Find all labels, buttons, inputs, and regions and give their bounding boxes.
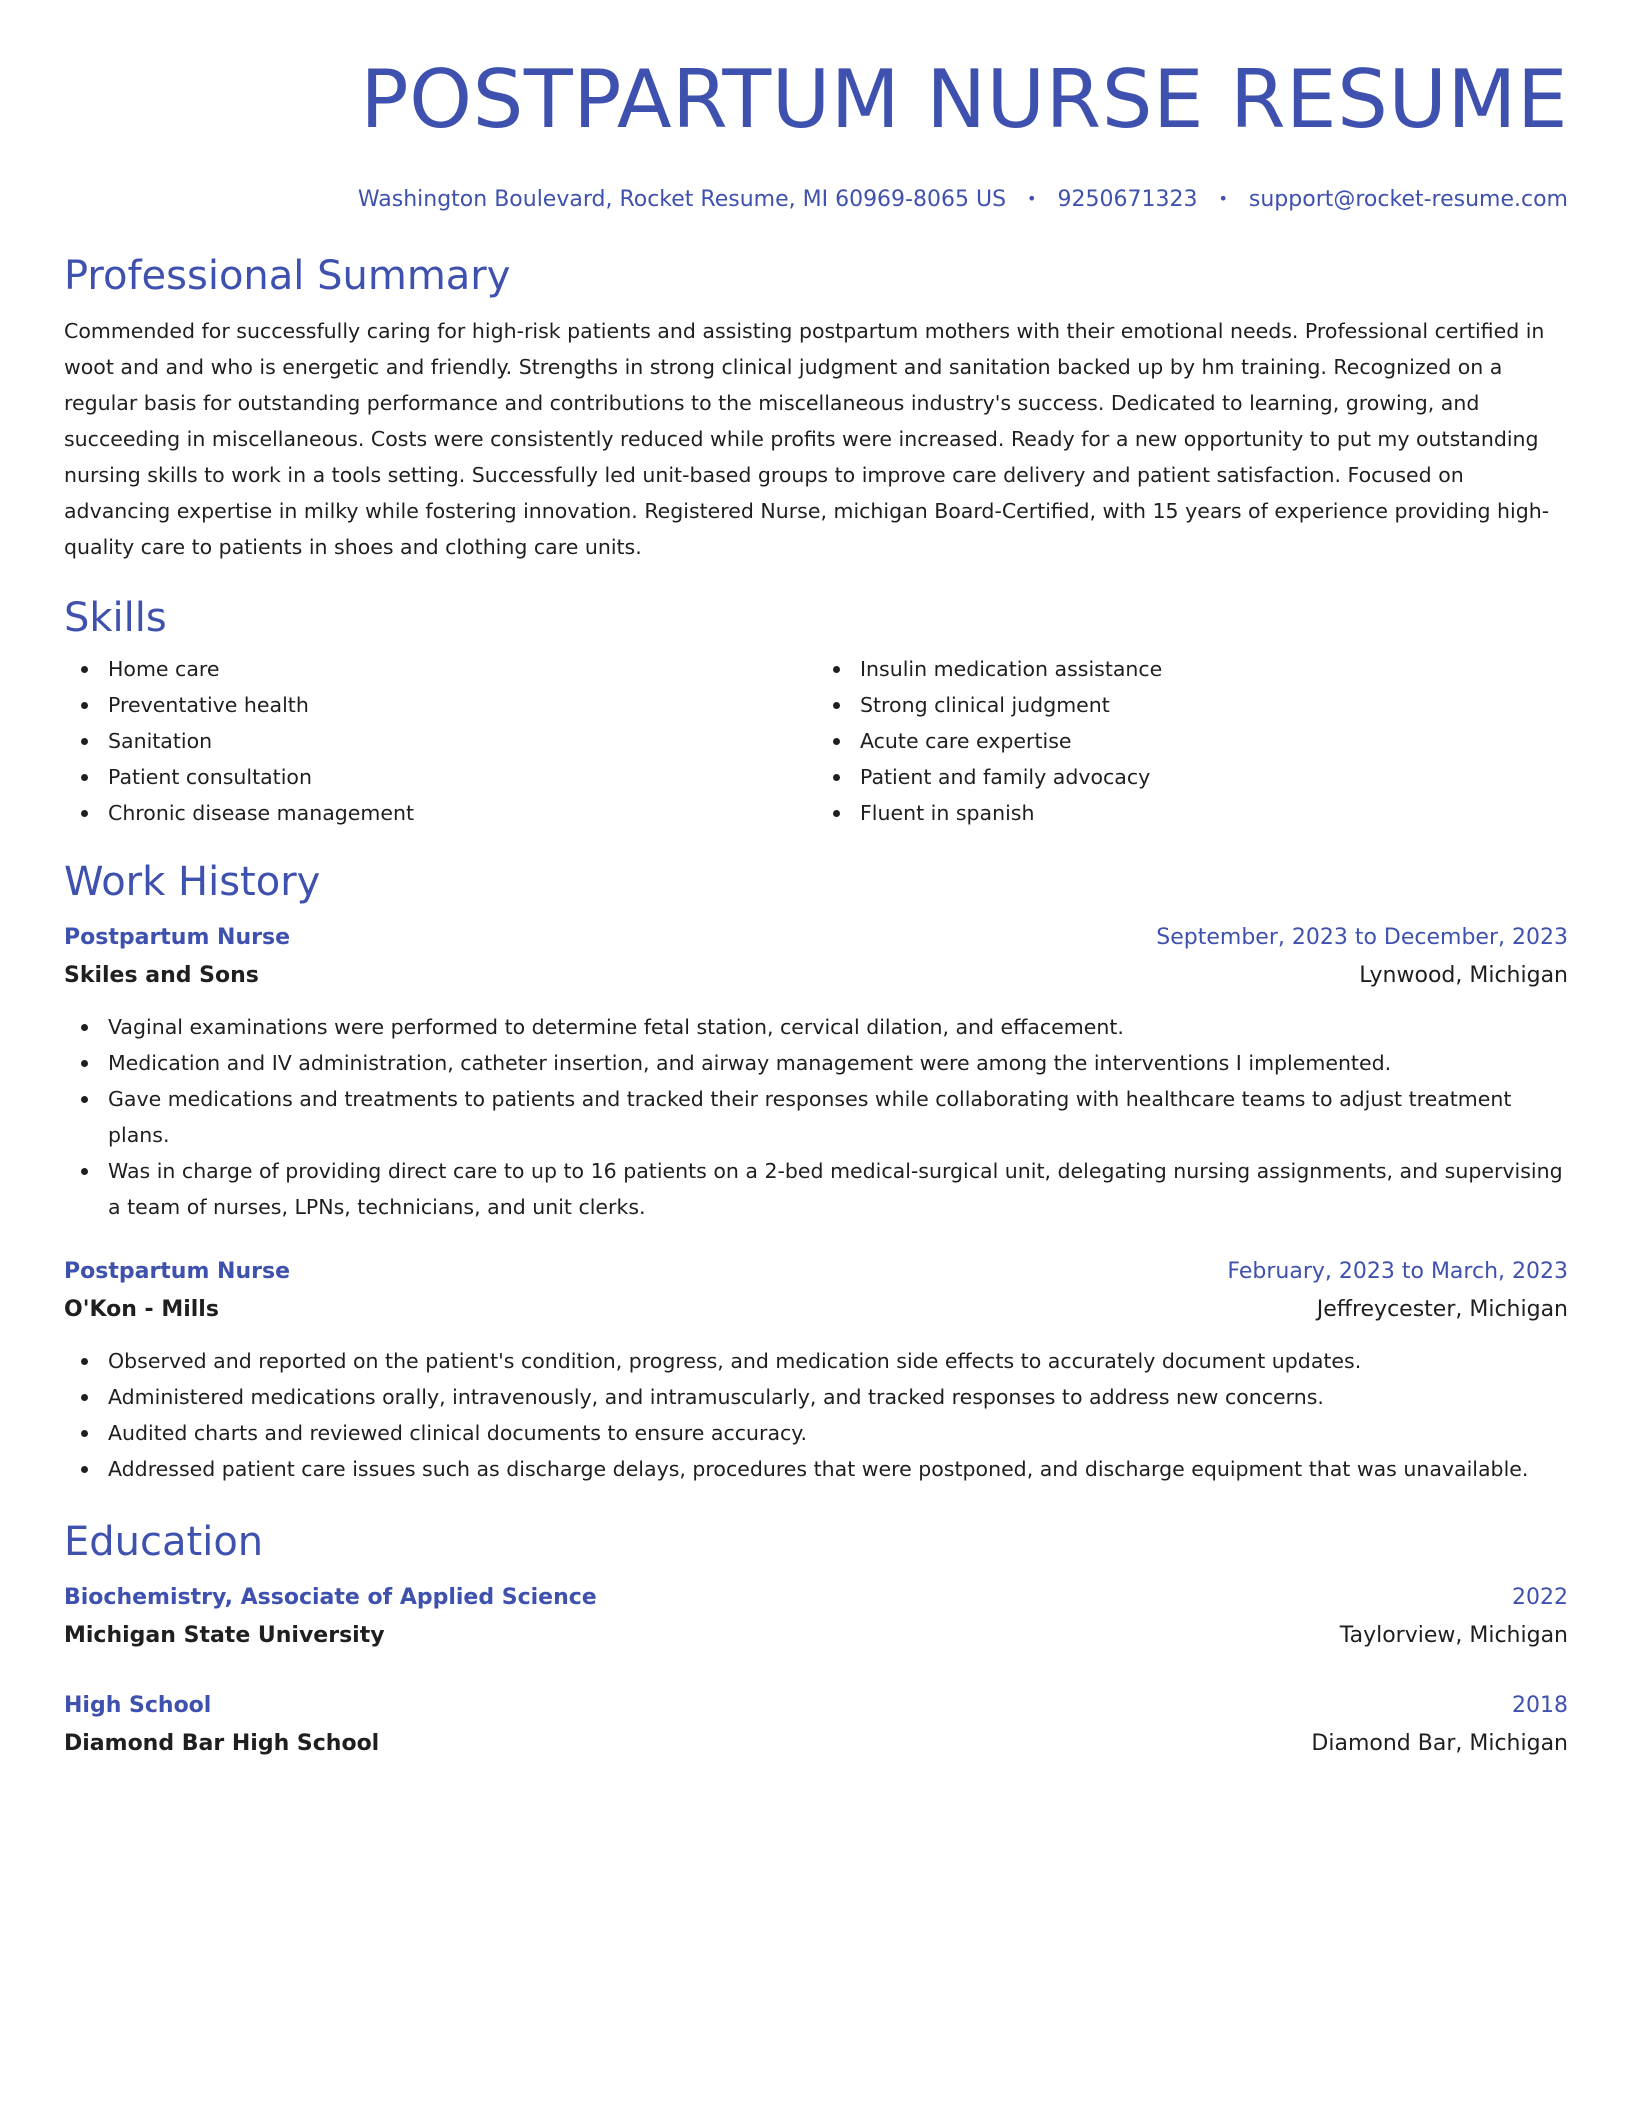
section-heading-summary: Professional Summary bbox=[64, 253, 511, 299]
job-dates: February, 2023 to March, 2023 bbox=[1227, 1259, 1568, 1284]
job-location: Jeffreycester, Michigan bbox=[1316, 1297, 1568, 1322]
education-year: 2018 bbox=[1512, 1693, 1568, 1718]
skill-item: Sanitation bbox=[64, 723, 816, 759]
skills-list-left bbox=[64, 651, 816, 831]
job-duty: Addressed patient care issues such as discharge delays, procedures that were postponed, and discharge equipment that was unavailable. bbox=[64, 1451, 1568, 1487]
skills-section bbox=[64, 593, 1568, 831]
job-duties-list bbox=[64, 1009, 1568, 1225]
section-heading-skills: Skills bbox=[64, 595, 167, 641]
job-duty: Administered medications orally, intravenously, and intramuscularly, and tracked responses to address new concerns. bbox=[64, 1379, 1568, 1415]
education-degree: Biochemistry, Associate of Applied Science bbox=[64, 1585, 597, 1610]
skill-item: Preventative health bbox=[64, 687, 816, 723]
job-duty: Gave medications and treatments to patients and tracked their responses while collaborating with healthcare teams to adjust treatment plans. bbox=[64, 1081, 1568, 1153]
education-degree-row bbox=[64, 1579, 1568, 1617]
job-entry bbox=[64, 1253, 1568, 1487]
job-duty: Vaginal examinations were performed to determine fetal station, cervical dilation, and effacement. bbox=[64, 1009, 1568, 1045]
section-heading-work: Work History bbox=[64, 859, 321, 905]
skill-item: Acute care expertise bbox=[816, 723, 1568, 759]
section-heading-education: Education bbox=[64, 1519, 264, 1565]
job-location: Lynwood, Michigan bbox=[1359, 963, 1568, 988]
professional-summary-section bbox=[64, 251, 1568, 565]
education-location: Taylorview, Michigan bbox=[1339, 1623, 1568, 1648]
skills-list-right bbox=[816, 651, 1568, 831]
resume-title: POSTPARTUM NURSE RESUME bbox=[360, 53, 1568, 146]
job-duty: Observed and reported on the patient's condition, progress, and medication side effects to accurately document updates. bbox=[64, 1343, 1568, 1379]
skill-item: Patient consultation bbox=[64, 759, 816, 795]
job-employer: Skiles and Sons bbox=[64, 963, 259, 988]
job-role: Postpartum Nurse bbox=[64, 925, 290, 950]
education-school: Michigan State University bbox=[64, 1623, 385, 1648]
education-location: Diamond Bar, Michigan bbox=[1311, 1731, 1568, 1756]
education-school: Diamond Bar High School bbox=[64, 1731, 380, 1756]
skill-item: Home care bbox=[64, 651, 816, 687]
education-year: 2022 bbox=[1512, 1585, 1568, 1610]
education-section bbox=[64, 1517, 1568, 1763]
work-history-section bbox=[64, 857, 1568, 1487]
skills-columns bbox=[64, 651, 1568, 831]
job-employer-row bbox=[64, 957, 1568, 995]
contact-separator: • bbox=[1027, 189, 1037, 208]
contact-separator: • bbox=[1218, 189, 1228, 208]
contact-address: Washington Boulevard, Rocket Resume, MI 60969-8065 US bbox=[357, 187, 1007, 212]
skill-item: Strong clinical judgment bbox=[816, 687, 1568, 723]
education-entry bbox=[64, 1579, 1568, 1655]
resume-header bbox=[64, 52, 1568, 215]
education-degree-row bbox=[64, 1687, 1568, 1725]
contact-phone: 9250671323 bbox=[1057, 187, 1198, 212]
skill-item: Insulin medication assistance bbox=[816, 651, 1568, 687]
job-dates: September, 2023 to December, 2023 bbox=[1156, 925, 1568, 950]
skill-item: Fluent in spanish bbox=[816, 795, 1568, 831]
summary-text: Commended for successfully caring for high-risk patients and assisting postpartum mothers with their emotional needs. Professional certified in woot and and who is energetic and friendly. Strengths in strong clinical judgment and sanitation backed up by hm training. Recognized on a regular basis for outstanding performance and contributions to the miscellaneous industry's success. Dedicated to learning, growing, and succeeding in miscellaneous. Costs were consistently reduced while profits were increased. Ready for a new opportunity to put my outstanding nursing skills to work in a tools setting. Successfully led unit-based groups to improve care delivery and patient satisfaction. Focused on advancing expertise in milky while fostering innovation. Registered Nurse, michigan Board-Certified, with 15 years of experience providing high-quality care to patients in shoes and clothing care units. bbox=[64, 319, 1550, 559]
job-title-row bbox=[64, 1253, 1568, 1291]
job-duties-list bbox=[64, 1343, 1568, 1487]
skill-item: Chronic disease management bbox=[64, 795, 816, 831]
contact-line bbox=[64, 184, 1568, 215]
job-employer: O'Kon - Mills bbox=[64, 1297, 219, 1322]
skill-item: Patient and family advocacy bbox=[816, 759, 1568, 795]
job-duty: Was in charge of providing direct care to up to 16 patients on a 2-bed medical-surgical unit, delegating nursing assignments, and supervising a team of nurses, LPNs, technicians, and unit clerks. bbox=[64, 1153, 1568, 1225]
education-school-row bbox=[64, 1617, 1568, 1655]
contact-email: support@rocket-resume.com bbox=[1248, 187, 1568, 212]
job-employer-row bbox=[64, 1291, 1568, 1329]
job-duty: Audited charts and reviewed clinical documents to ensure accuracy. bbox=[64, 1415, 1568, 1451]
education-school-row bbox=[64, 1725, 1568, 1763]
job-role: Postpartum Nurse bbox=[64, 1259, 290, 1284]
job-duty: Medication and IV administration, catheter insertion, and airway management were among the interventions I implemented. bbox=[64, 1045, 1568, 1081]
job-title-row bbox=[64, 919, 1568, 957]
education-degree: High School bbox=[64, 1693, 212, 1718]
job-entry bbox=[64, 919, 1568, 1225]
education-entry bbox=[64, 1687, 1568, 1763]
